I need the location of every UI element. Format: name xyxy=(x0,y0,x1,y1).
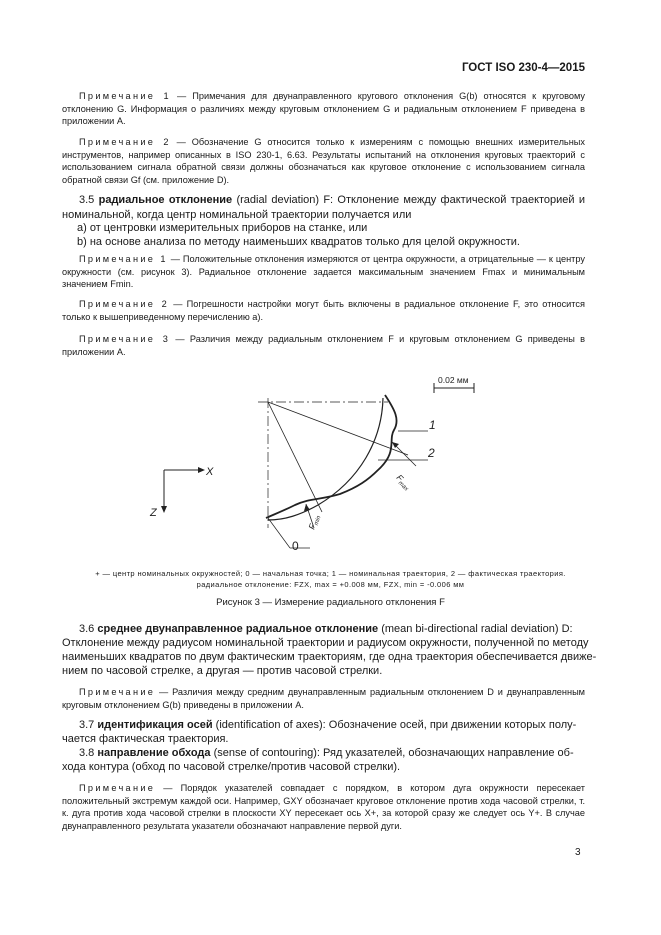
section-3-6-line-3: наименьших квадратов по двум фактическим траекториям, где одна траектория обеспечивается движе- xyxy=(62,651,597,663)
section-3-6-line-1 xyxy=(79,622,573,636)
note-3-8 xyxy=(62,782,585,832)
note-text: — Положительные отклонения измеряются от центра окружности, а отрицательные — к центру окружности (см. рисунок 3). Радиальное отклонение задается максимальным значением Fmax и минимальным значением Fmin. xyxy=(62,254,585,289)
note-label: Примечание 3 xyxy=(79,334,171,344)
section-text: (mean bi-directional radial deviation) D: xyxy=(378,623,573,635)
callout-1-label: 1 xyxy=(429,418,436,432)
x-arrowhead xyxy=(198,467,205,473)
note-label: Примечание 2 xyxy=(79,137,171,147)
fmax-label: $F_{max}$ xyxy=(394,472,410,493)
actual-trajectory xyxy=(266,395,397,518)
x-axis-label: X xyxy=(206,466,214,478)
callout-2-label: 2 xyxy=(428,446,435,460)
note-text: — Погрешности настройки могут быть включены в радиальное отклонение F, это относится только к вышеприведенному перечислению а). xyxy=(62,299,585,322)
list-item-b: b) на основе анализа по методу наименьших квадратов только для целой окружности. xyxy=(77,236,520,248)
note-label: Примечание 1 xyxy=(79,254,168,264)
section-text: (sense of contouring): Ряд указателей, обозначающих направление об- xyxy=(210,747,574,759)
note-text: — Различия между радиальным отклонением F и круговым отклонением G приведены в приложении А. xyxy=(62,334,585,357)
term-radial-deviation: радиальное отклонение xyxy=(98,194,233,206)
note-text: — Обозначение G относится только к измерениям с помощью внешних измерительных инструментов, например описанных в ISO 230-1, 6.63. Результаты испытаний на отклонения круговых траекторий с использованием сигнала обратной связи должны обозначаться как круговое отклонение с использованием сигнала обратной связи Gf (см. приложение D). xyxy=(62,137,585,185)
note-label: Примечание 2 xyxy=(79,299,170,309)
section-text: (identification of axes): Обозначение осей, при движении которых полу- xyxy=(212,719,577,731)
note-label: Примечание xyxy=(79,687,156,697)
section-3-8-line-2: хода контура (обход по часовой стрелке/против часовой стрелки). xyxy=(62,761,401,773)
page-number: 3 xyxy=(575,847,581,858)
radius-line-1 xyxy=(268,402,408,455)
scale-label: 0.02 мм xyxy=(438,375,469,385)
callout-0-leader xyxy=(268,518,290,548)
note-text: — Порядок указателей совпадает с порядком, в котором дуга окружности пересекает положительный экстремум каждой оси. Например, GXY обозначает круговое отклонение против хода часовой стрелки, т. к. дуга против хода часовой стрелки в плоскости XY пересекает ось X+, за которой сразу же следует ось Y+. В случае двунаправленного результата указатели обозначают направление первой дуги. xyxy=(62,783,585,831)
document-header: ГОСТ ISO 230-4—2015 xyxy=(461,62,585,74)
note-label: Примечание 1 xyxy=(79,91,171,101)
fmin-label: $F_{min}$ xyxy=(306,515,323,531)
section-3-6-line-4: нием по часовой стрелке, а другая — против часовой стрелки. xyxy=(62,665,383,677)
z-arrowhead xyxy=(161,506,167,513)
list-item-a: a) от центровки измерительных приборов на станке, или xyxy=(77,222,368,234)
section-text: (radial deviation) F: Отклонение между фактической траекторией и номинальной, когда центр номинальной траектории получается или xyxy=(62,194,586,221)
callout-0-label: 0 xyxy=(292,539,299,553)
section-number: 3.8 xyxy=(79,747,95,759)
term-sense-of-contouring: направление обхода xyxy=(97,747,211,759)
note-text: — Различия между средним двунаправленным радиальным отклонением D и двунаправленным круговым отклонением G(b) приведены в приложении А. xyxy=(62,687,585,710)
section-3-8-line-1 xyxy=(79,746,574,760)
figure-legend-line-2: радиальное отклонение: FZX, max = +0.008 мм, FZX, min = -0.006 мм xyxy=(196,580,465,589)
radius-line-2 xyxy=(268,402,322,512)
figure-caption: Рисунок 3 — Измерение радиального отклонения F xyxy=(216,597,445,608)
nominal-trajectory xyxy=(268,398,383,520)
term-mean-bidirectional-radial-deviation: среднее двунаправленное радиальное отклонение xyxy=(97,623,379,635)
note-label: Примечание xyxy=(79,783,156,793)
section-number: 3.5 xyxy=(79,194,95,206)
note-text: — Примечания для двунаправленного кругового отклонения G(b) относятся к круговому отклонению G. Информация о различиях между круговым отклонением G и радиальным отклонением F приведена в приложении А. xyxy=(62,91,585,126)
term-identification-of-axes: идентификация осей xyxy=(97,719,213,731)
figure-legend-line-1: + — центр номинальных окружностей; 0 — начальная точка; 1 — номинальная траектория, 2 — фактическая траектория. xyxy=(95,569,566,578)
section-number: 3.6 xyxy=(79,623,95,635)
section-3-6-line-2: Отклонение между радиусом номинальной траектории и радиусом окружности, полученной по методу xyxy=(62,637,589,649)
z-axis-label: Z xyxy=(150,507,157,519)
section-3-7-line-1 xyxy=(79,718,576,732)
section-3-7-line-2: чается фактическая траектория. xyxy=(62,733,229,745)
note-3-6 xyxy=(62,686,585,711)
section-number: 3.7 xyxy=(79,719,95,731)
